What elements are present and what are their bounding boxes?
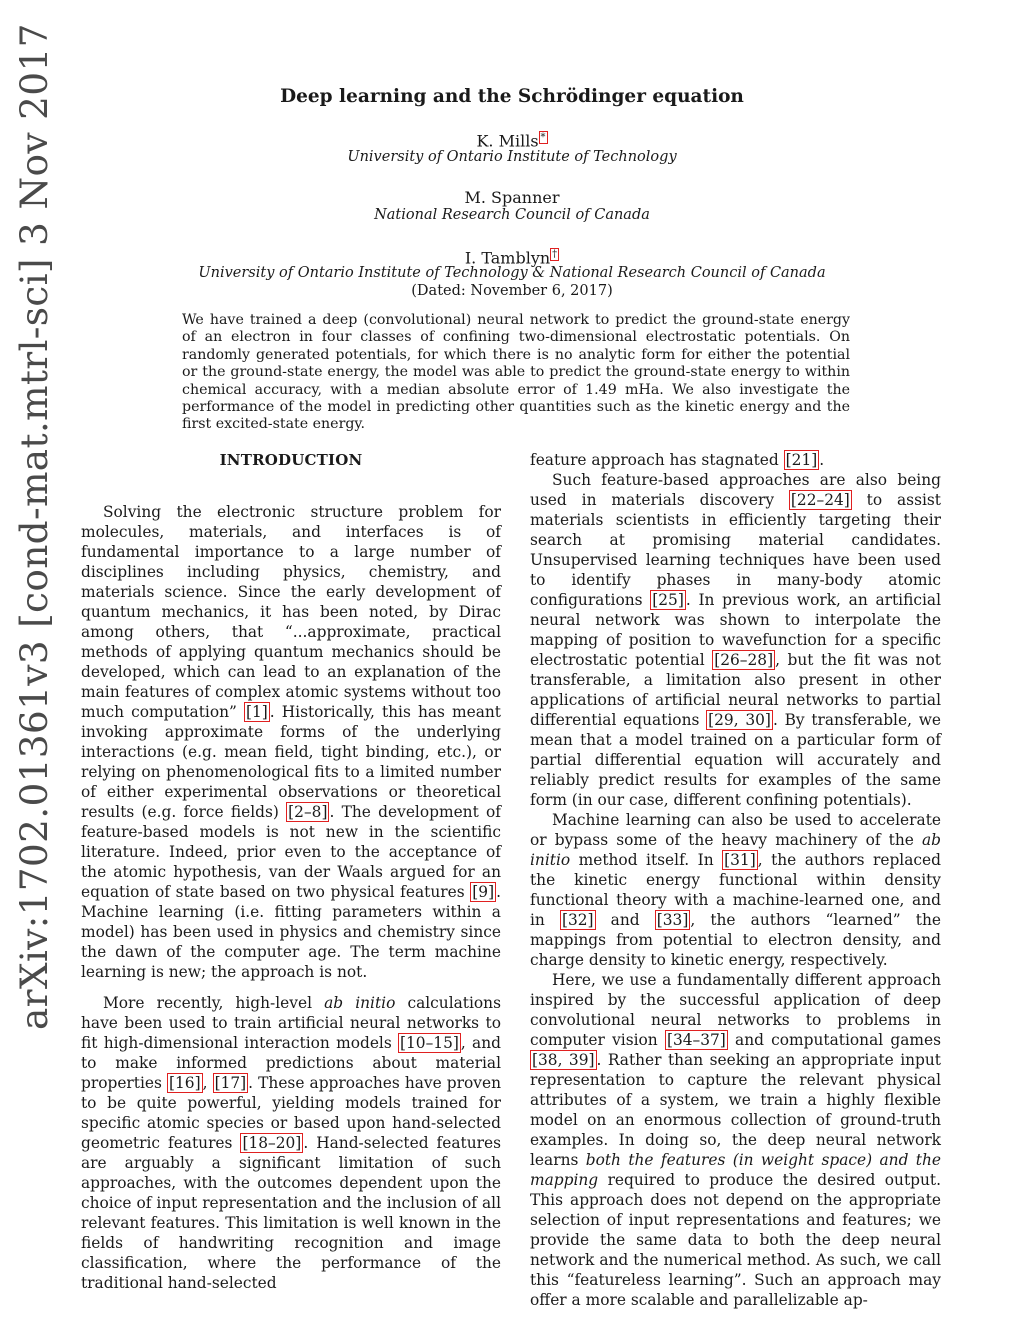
paper-title: Deep learning and the Schrödinger equation bbox=[280, 86, 744, 107]
citation-link[interactable]: [38, 39] bbox=[532, 1051, 595, 1069]
paragraph: More recently, high-level ab initio calculations have been used to train artificial neural networks to fit high-dimensional interaction models [10–15] , and to make informed predictions about material properties [16] , [17] . These approaches have proven to be quite powerful, yielding models trained for specific atomic species or based upon hand-selected geometric features [18–20] . Hand-selected features are arguably a significant limitation of such approaches, with the outcomes dependent upon the choice of input representation and the inclusion of all relevant features. This limitation is well known in the fields of handwriting recognition and image classification, where the performance of the traditional hand-selected bbox=[81, 994, 501, 1292]
paragraph: Machine learning can also be used to accelerate or bypass some of the heavy machinery of the ab initio method itself. In [31] , the authors replaced the kinetic energy functional within density functional theory with a machine-learned one, and in [32] and [33] , the authors “learned” the mappings from potential to electron density, and charge density to kinetic energy, respectively. bbox=[530, 811, 941, 969]
abstract: We have trained a deep (convolutional) neural network to predict the ground-state energy of an electron in four classes of confining two-dimensional electrostatic potentials. On randomly generated potentials, for which there is no analytic form for either the potential or the ground-state energy, the model was able to predict the ground-state energy to within chemical accuracy, with a median absolute error of 1.49 mHa. We also investigate the performance of the model in predicting other quantities such as the kinetic energy and the first excited-state energy. bbox=[182, 312, 850, 433]
citation-link[interactable]: [17] bbox=[214, 1074, 247, 1092]
citation-link[interactable]: [32] bbox=[561, 911, 594, 929]
left-column bbox=[81, 450, 501, 1293]
citation-link[interactable]: [9] bbox=[472, 883, 495, 901]
section-heading: INTRODUCTION bbox=[219, 451, 363, 469]
right-column bbox=[530, 450, 941, 1310]
paragraph: feature approach has stagnated [21] . bbox=[530, 451, 825, 469]
paragraph: Solving the electronic structure problem for molecules, materials, and interfaces is of fundamental importance to a large number of disciplines including physics, chemistry, and materials science. Since the early development of quantum mechanics, it has been noted, by Dirac among others, that “...approximate, practical methods of applying quantum mechanics should be developed, which can lead to an explanation of the main features of complex atomic systems without too much computation” [1] . Historically, this has meant invoking approximate forms of the underlying interactions (e.g. mean field, tight binding, etc.), or relying on phenomenological fits to a limited number of either experimental observations or theoretical results (e.g. force fields) [2–8] . The development of feature-based models is not new in the scientific literature. Indeed, prior even to the acceptance of the atomic hypothesis, van der Waals argued for an equation of state based on two physical features [9] . Machine learning (i.e. fitting parameters within a model) has been used in physics and chemistry since the dawn of the computer age. The term machine learning is new; the approach is not. bbox=[81, 503, 501, 981]
citation-link[interactable]: [22–24] bbox=[790, 491, 850, 509]
citation-link[interactable]: [21] bbox=[785, 451, 818, 469]
footnote-mark[interactable]: * bbox=[540, 132, 546, 143]
footnote-mark[interactable]: † bbox=[552, 249, 558, 260]
author-2: M. Spanner bbox=[464, 188, 560, 207]
citation-link[interactable]: [1] bbox=[245, 703, 268, 721]
citation-link[interactable]: [26–28] bbox=[714, 651, 774, 669]
author-1-affiliation: University of Ontario Institute of Technology bbox=[347, 149, 677, 165]
citation-link[interactable]: [10–15] bbox=[400, 1034, 459, 1052]
citation-link[interactable]: [34–37] bbox=[666, 1031, 726, 1049]
paragraph: Here, we use a fundamentally different approach inspired by the successful application of deep convolutional neural networks to problems in computer vision [34–37] and computational games [38, 39] . Rather than seeking an appropriate input representation to capture the relevant physical attributes of a system, we train a highly flexible model on an enormous collection of ground-truth examples. In doing so, the deep neural network learns both the features (in weight space) and the mapping required to produce the desired output. This approach does not depend on the appropriate selection of input representations and features; we provide the same data to both the deep neural network and the numerical method. As such, we call this “featureless learning”. Such an approach may offer a more scalable and parallelizable ap- bbox=[530, 971, 942, 1309]
citation-link[interactable]: [16] bbox=[169, 1074, 201, 1092]
citation-link[interactable]: [18–20] bbox=[242, 1134, 302, 1152]
author-2-affiliation: National Research Council of Canada bbox=[374, 207, 650, 223]
author-name: I. Tamblyn bbox=[464, 248, 551, 268]
citation-link[interactable]: [2–8] bbox=[288, 803, 328, 821]
author-1 bbox=[0, 129, 1024, 150]
citation-link[interactable]: [25] bbox=[652, 591, 684, 609]
author-3-affiliation: University of Ontario Institute of Technology & National Research Council of Canada bbox=[198, 265, 826, 281]
date-line: (Dated: November 6, 2017) bbox=[411, 283, 613, 299]
arxiv-stamp: arXiv:1702.01361v3 [cond-mat.mtrl-sci] 3 Nov 2017 bbox=[12, 23, 56, 1030]
paragraph: Such feature-based approaches are also being used in materials discovery [22–24] to assist materials scientists in efficiently targeting their search at promising material candidates. Unsupervised learning techniques have been used to identify phases in many-body atomic configurations [25] . In previous work, an artificial neural network was shown to interpolate the mapping of position to wavefunction for a specific electrostatic potential [26–28] , but the fit was not transferable, a limitation also present in other applications of artificial neural networks to partial differential equations [29, 30] . By transferable, we mean that a model trained on a particular form of partial differential equation will accurately and reliably predict results for examples of the same form (in our case, different confining potentials). bbox=[530, 471, 942, 809]
citation-link[interactable]: [31] bbox=[724, 851, 756, 869]
citation-link[interactable]: [29, 30] bbox=[708, 711, 771, 729]
author-name: K. Mills bbox=[476, 131, 539, 151]
citation-link[interactable]: [33] bbox=[656, 911, 689, 929]
